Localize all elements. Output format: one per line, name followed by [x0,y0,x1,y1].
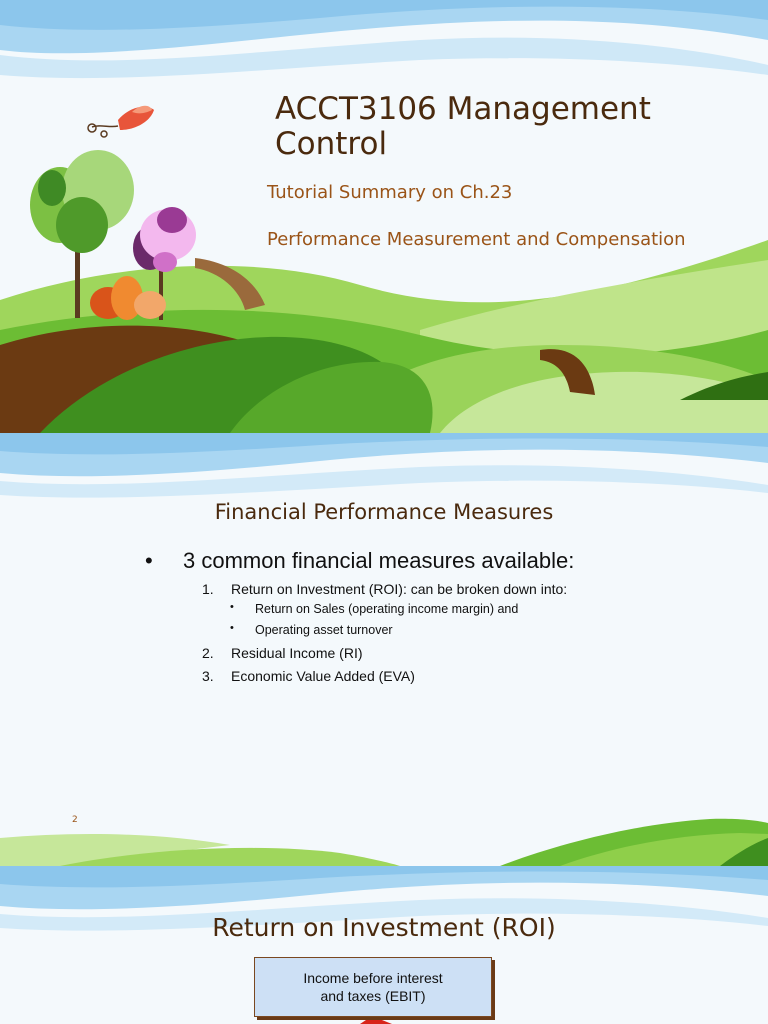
slide-title: Financial Performance Measures [214,500,554,524]
list-text: Return on Investment (ROI): can be broken down into: [231,581,568,597]
bird-icon [88,106,154,137]
bullet-text: 3 common financial measures available: [183,548,575,573]
landscape-background [0,0,768,433]
title-slide [0,0,768,433]
slide-subtitle: Tutorial Summary on Ch.23 [267,182,513,203]
slide-background [0,433,768,866]
sub-bullet-marker: • [230,601,234,613]
sub-list-text: Return on Sales (operating income margin) and [255,602,519,616]
sub-bullet-marker: • [230,622,234,634]
ebit-label: Income before interest and taxes (EBIT) [303,970,443,1004]
list-text: Economic Value Added (EVA) [231,668,415,684]
bullet-marker: • [145,548,153,573]
page-number: 2 [72,815,78,825]
sub-list-text: Operating asset turnover [255,623,393,637]
slide-subtitle-topic: Performance Measurement and Compensation [267,229,686,250]
list-number: 2. [202,645,214,661]
list-text: Residual Income (RI) [231,645,363,661]
slide-title: Return on Investment (ROI) [212,913,556,942]
slide-title: ACCT3106 Management Control [275,91,651,162]
list-number: 1. [202,581,214,597]
list-number: 3. [202,668,214,684]
content-slide [0,433,768,866]
ebit-box [254,957,492,1017]
